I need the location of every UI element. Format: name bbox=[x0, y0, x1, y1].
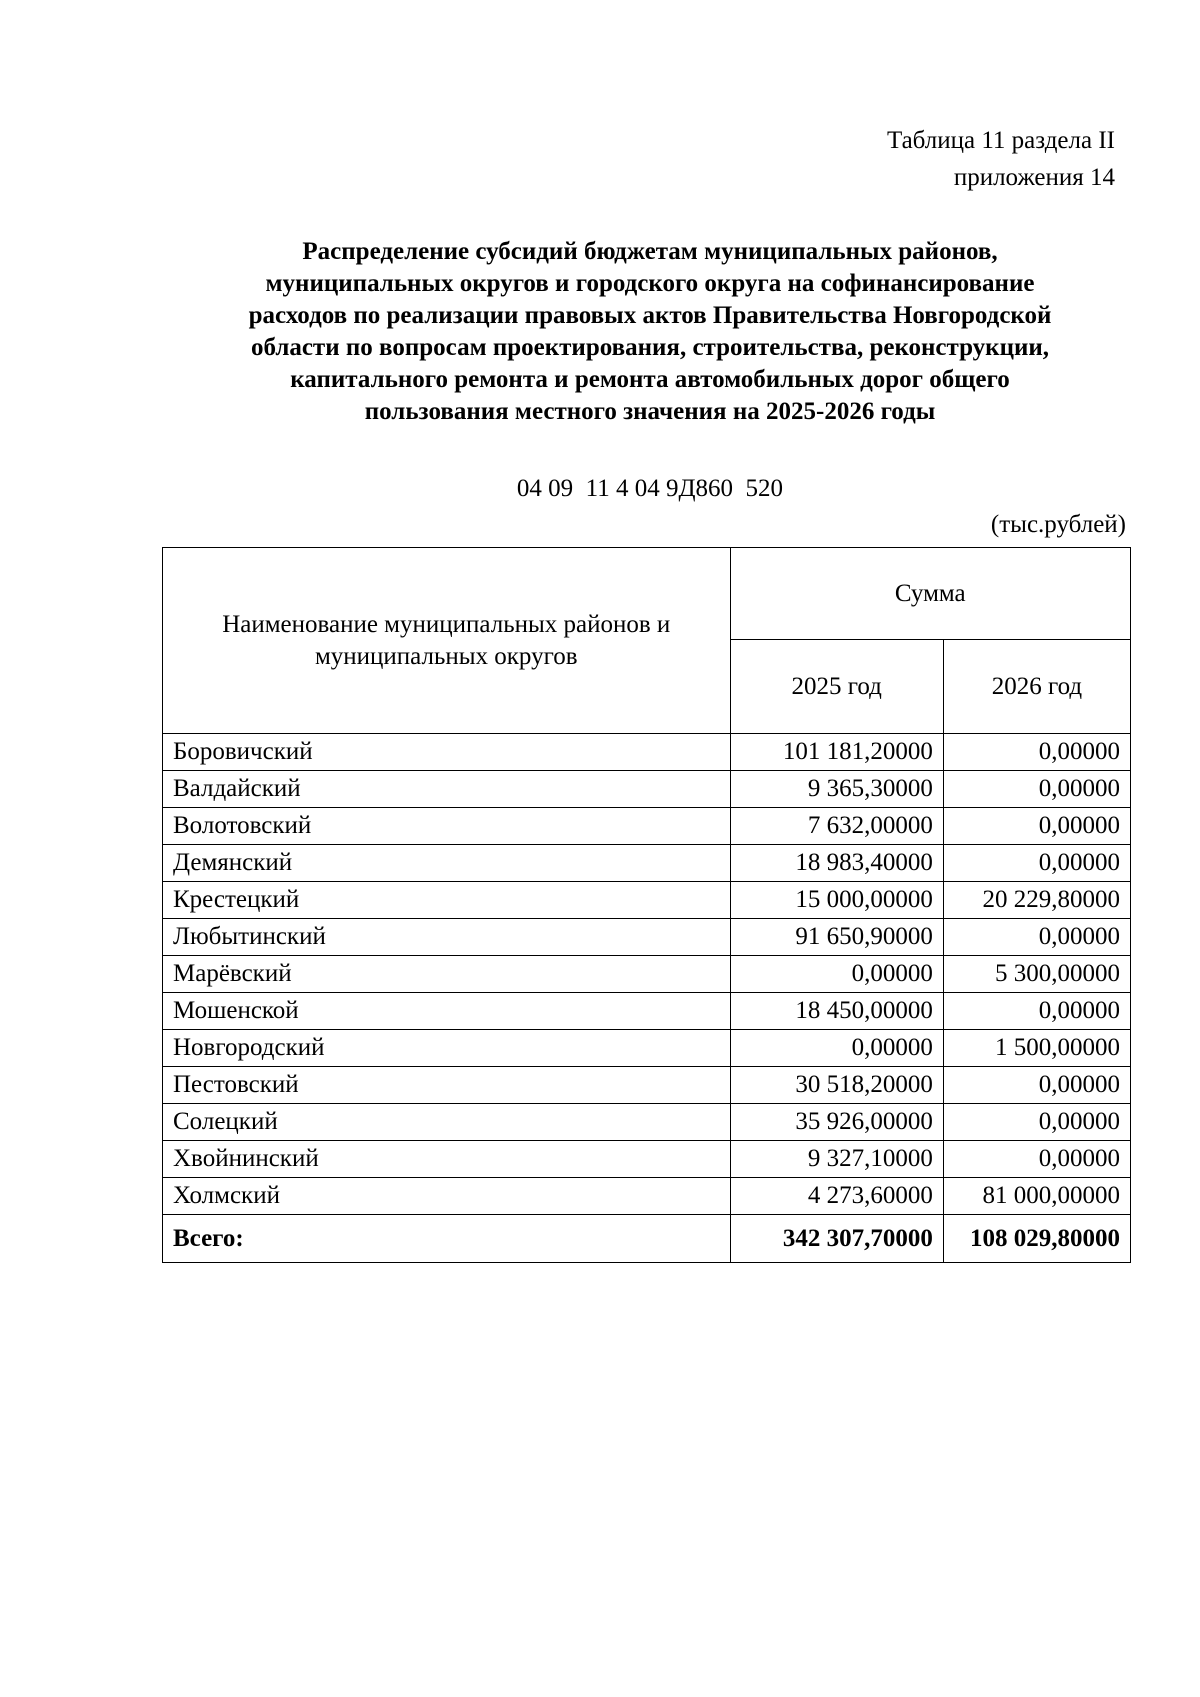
amount-2025: 35 926,00000 bbox=[730, 1104, 943, 1141]
amount-2026: 5 300,00000 bbox=[943, 956, 1130, 993]
district-name: Солецкий bbox=[163, 1104, 731, 1141]
district-name: Мошенской bbox=[163, 993, 731, 1030]
amount-2025: 30 518,20000 bbox=[730, 1067, 943, 1104]
table-row bbox=[163, 1178, 1131, 1215]
amount-2025: 18 983,40000 bbox=[730, 845, 943, 882]
district-name: Демянский bbox=[163, 845, 731, 882]
amount-2026: 0,00000 bbox=[943, 734, 1130, 771]
budget-classification-code: 04 09 11 4 04 9Д860 520 bbox=[516, 475, 784, 502]
column-header-sum: Сумма bbox=[730, 548, 1130, 640]
amount-2025: 18 450,00000 bbox=[730, 993, 943, 1030]
amount-2025: 0,00000 bbox=[730, 1030, 943, 1067]
table-row bbox=[163, 1030, 1131, 1067]
amount-2026: 0,00000 bbox=[943, 993, 1130, 1030]
table-row bbox=[163, 845, 1131, 882]
amount-2025: 9 365,30000 bbox=[730, 771, 943, 808]
title-line: муниципальных округов и городского округа на софинансирование bbox=[265, 270, 1035, 297]
amount-2026: 0,00000 bbox=[943, 919, 1130, 956]
total-row bbox=[163, 1215, 1131, 1263]
table-row bbox=[163, 882, 1131, 919]
table-reference-line1: Таблица 11 раздела II bbox=[886, 127, 1115, 154]
district-name: Боровичский bbox=[163, 734, 731, 771]
amount-2026: 0,00000 bbox=[943, 771, 1130, 808]
column-header-name: Наименование муниципальных районов и муниципальных округов bbox=[163, 548, 731, 734]
amount-2026: 0,00000 bbox=[943, 845, 1130, 882]
total-label: Всего: bbox=[163, 1215, 731, 1263]
table-row bbox=[163, 1141, 1131, 1178]
district-name: Марёвский bbox=[163, 956, 731, 993]
district-name: Пестовский bbox=[163, 1067, 731, 1104]
column-header-2026: 2026 год bbox=[943, 640, 1130, 734]
title-line: области по вопросам проектирования, строительства, реконструкции, bbox=[250, 334, 1050, 361]
amount-2026: 0,00000 bbox=[943, 808, 1130, 845]
table-row bbox=[163, 1067, 1131, 1104]
amount-2025: 7 632,00000 bbox=[730, 808, 943, 845]
table-row bbox=[163, 808, 1131, 845]
table-row bbox=[163, 919, 1131, 956]
district-name: Холмский bbox=[163, 1178, 731, 1215]
amount-2026: 0,00000 bbox=[943, 1141, 1130, 1178]
amount-2026: 20 229,80000 bbox=[943, 882, 1130, 919]
amount-2026: 0,00000 bbox=[943, 1067, 1130, 1104]
amount-2025: 15 000,00000 bbox=[730, 882, 943, 919]
title-line: пользования местного значения на 2025-2026 годы bbox=[364, 398, 936, 425]
table-row bbox=[163, 734, 1131, 771]
amount-2026: 1 500,00000 bbox=[943, 1030, 1130, 1067]
table-reference bbox=[887, 122, 1115, 196]
district-name: Крестецкий bbox=[163, 882, 731, 919]
title-line: Распределение субсидий бюджетам муниципальных районов, bbox=[302, 238, 998, 265]
district-name: Новгородский bbox=[163, 1030, 731, 1067]
amount-2026: 0,00000 bbox=[943, 1104, 1130, 1141]
title-line: капитального ремонта и ремонта автомобильных дорог общего bbox=[290, 366, 1010, 393]
allocation-table bbox=[162, 547, 1131, 1263]
table-reference-line2: приложения 14 bbox=[953, 164, 1115, 191]
amount-2025: 91 650,90000 bbox=[730, 919, 943, 956]
title-line: расходов по реализации правовых актов Правительства Новгородской bbox=[248, 302, 1052, 329]
column-header-2025: 2025 год bbox=[730, 640, 943, 734]
district-name: Волотовский bbox=[163, 808, 731, 845]
amount-2025: 0,00000 bbox=[730, 956, 943, 993]
table-row bbox=[163, 993, 1131, 1030]
district-name: Хвойнинский bbox=[163, 1141, 731, 1178]
total-2025: 342 307,70000 bbox=[730, 1215, 943, 1263]
amount-2026: 81 000,00000 bbox=[943, 1178, 1130, 1215]
table-row bbox=[163, 771, 1131, 808]
district-name: Любытинский bbox=[163, 919, 731, 956]
amount-2025: 101 181,20000 bbox=[730, 734, 943, 771]
table-row bbox=[163, 1104, 1131, 1141]
units-label: (тыс.рублей) bbox=[990, 511, 1126, 538]
amount-2025: 9 327,10000 bbox=[730, 1141, 943, 1178]
total-2026: 108 029,80000 bbox=[943, 1215, 1130, 1263]
document-title bbox=[160, 236, 1140, 428]
table-row bbox=[163, 956, 1131, 993]
district-name: Валдайский bbox=[163, 771, 731, 808]
amount-2025: 4 273,60000 bbox=[730, 1178, 943, 1215]
